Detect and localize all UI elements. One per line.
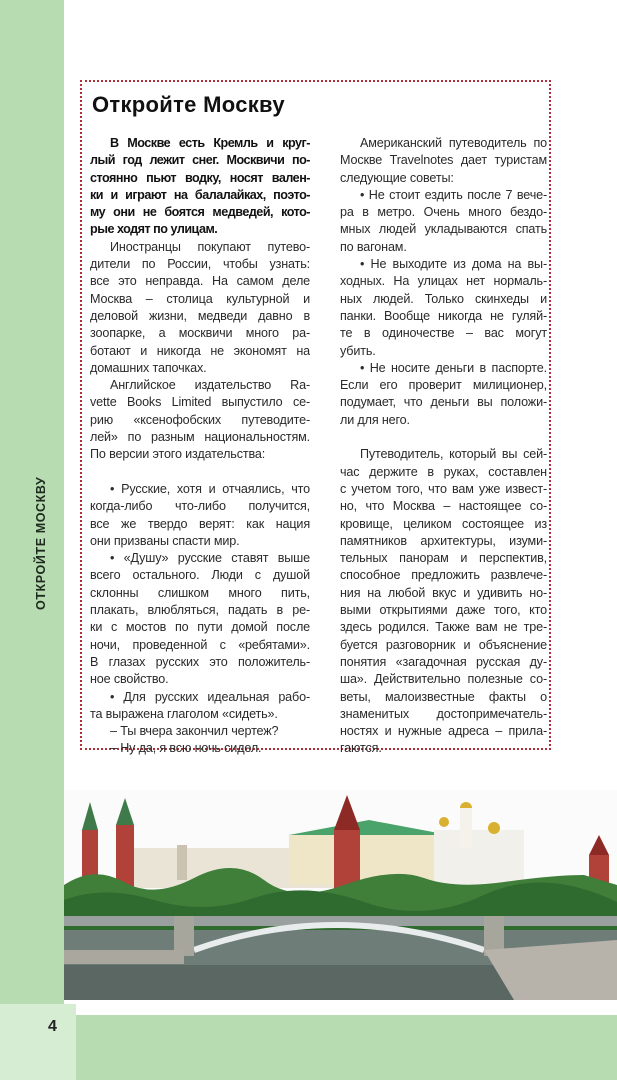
kremlin-panorama-photo xyxy=(64,790,617,1000)
text-line: В Москве есть Кремль и круг- xyxy=(110,136,310,150)
text-line: ходных. На улицах нет нормаль- xyxy=(340,274,547,289)
text-line: Иностранцы покупают путево- xyxy=(110,239,310,254)
article-title: Откройте Москву xyxy=(92,92,285,117)
text-line: зоопарке, а москвичи много ра- xyxy=(90,326,310,341)
text-line: ное свойство. xyxy=(90,672,169,687)
paragraph xyxy=(340,135,547,187)
text-line: панки. Вообще никогда не гуляй- xyxy=(340,308,547,323)
paragraph xyxy=(340,256,547,360)
text-line: тельных панорам и перспектив, xyxy=(340,551,547,566)
text-line: склонны слишком много пить, xyxy=(90,585,310,600)
left-column xyxy=(90,135,310,758)
text-line: ли для него. xyxy=(340,412,410,427)
paragraph-gap xyxy=(340,429,547,446)
paragraph xyxy=(340,360,547,429)
text-line: ки и играют на балалайках, поэто- xyxy=(90,187,310,202)
text-line: • Не стоит ездить после 7 вече- xyxy=(360,187,547,202)
text-line: ра в метро. Очень много бездо- xyxy=(340,205,547,220)
text-line: гаются. xyxy=(340,741,382,756)
text-line: все это неправда. На самом деле xyxy=(90,274,310,289)
page-number-box xyxy=(0,1004,76,1080)
text-line: деловой жизни, медведи давно в xyxy=(90,308,310,323)
text-line: те в одиночестве – вас могут xyxy=(340,326,547,341)
text-line: • Не носите деньги в паспорте. xyxy=(360,360,547,375)
text-line: ки с мостов по пути домой после xyxy=(90,620,310,635)
text-line: лый год лежит снег. Москвичи по- xyxy=(90,153,310,168)
text-line: стоянно пьют водку, носят вален- xyxy=(90,170,310,185)
article-frame xyxy=(80,80,551,756)
text-line: ша». Действительно полезные со- xyxy=(340,672,547,687)
page-number: 4 xyxy=(48,1018,57,1035)
text-line: му они не боятся медведей, кото- xyxy=(90,205,310,220)
text-line: ночи, проведенной с «ребятами». xyxy=(90,637,310,652)
text-line: лей» по разным национальностям. xyxy=(90,430,310,445)
paragraph-gap xyxy=(90,464,310,481)
text-line: выми открытиями даже того, кто xyxy=(340,603,547,618)
text-line: мных людей укладываются спать xyxy=(340,222,547,237)
paragraph xyxy=(90,481,310,550)
text-line: рые ходят по улицам. xyxy=(90,222,218,237)
text-line: Английское издательство Ra- xyxy=(110,378,310,393)
text-line: они призваны спасти мир. xyxy=(90,533,240,548)
text-line: домашних тапочках. xyxy=(90,360,207,375)
text-line: час держите в руках, составлен xyxy=(340,464,547,479)
paragraph xyxy=(90,689,310,724)
text-line: ния на любой вкус и удивить но- xyxy=(340,585,547,600)
text-line: веты, малоизвестные факты о xyxy=(340,689,547,704)
text-line: убить. xyxy=(340,343,376,358)
text-line: – Ты вчера закончил чертеж? xyxy=(110,724,279,739)
text-line: Если его проверит милиционер, xyxy=(340,378,547,393)
right-column xyxy=(340,135,547,758)
text-line: понятия «загадочная русская ду- xyxy=(340,654,547,669)
paragraph xyxy=(90,723,310,740)
text-line: • Для русских идеальная рабо- xyxy=(110,689,310,704)
text-line: • «Душу» русские ставят выше xyxy=(110,551,310,566)
text-line: ностях и нужные адреса – прила- xyxy=(340,724,547,739)
text-line: памятников архитектуры, изуми- xyxy=(340,533,547,548)
paragraph xyxy=(90,377,310,463)
text-line: • Русские, хотя и отчаялись, что xyxy=(110,481,310,496)
text-line: по вагонам. xyxy=(340,239,407,254)
text-line: способное предложить развлече- xyxy=(340,568,547,583)
text-line: с учетом того, что вам уже извест- xyxy=(340,481,547,496)
text-line: буется разговорник и объяснение xyxy=(340,637,547,652)
paragraph xyxy=(90,239,310,377)
text-line: но, что Москва – настоящее со- xyxy=(340,499,547,514)
text-line: плакать, влюбляться, падать в ре- xyxy=(90,603,310,618)
text-line: здесь родился. Также вам не тре- xyxy=(340,620,547,635)
text-line: дители по России, чтобы узнать: xyxy=(90,257,310,272)
text-line: В глазах русских это положитель- xyxy=(90,654,310,669)
text-line: ных людей. Только скинхеды и xyxy=(340,291,547,306)
paragraph xyxy=(90,550,310,688)
text-line: Путеводитель, который вы сей- xyxy=(360,447,547,462)
text-line: ботают и никогда не экономят на xyxy=(90,343,310,358)
text-line: следующие советы: xyxy=(340,170,454,185)
text-line: кровище, целиком состоящее из xyxy=(340,516,547,531)
text-line: знаменитых достопримечатель- xyxy=(340,706,547,721)
bottom-band xyxy=(76,1015,617,1080)
text-line: Москва – столица культурной и xyxy=(90,291,310,306)
text-line: Американский путеводитель по xyxy=(360,136,547,150)
text-line: та выражена глаголом «сидеть». xyxy=(90,706,278,721)
text-line: Москве Travelnotes дает туристам xyxy=(340,153,547,168)
text-line: vette Books Limited выпустило се- xyxy=(90,395,310,410)
text-line: когда-либо что-либо получится, xyxy=(90,499,310,514)
paragraph xyxy=(340,446,547,757)
lead-paragraph xyxy=(90,135,310,239)
text-line: всего остального. Люди с душой xyxy=(90,568,310,583)
paragraph xyxy=(90,740,310,757)
section-title: ОТКРОЙТЕ МОСКВУ xyxy=(34,476,48,610)
text-line: – Ну да, я всю ночь сидел. xyxy=(110,741,262,756)
text-line: все же твердо верят: как нация xyxy=(90,516,310,531)
sidebar-strip xyxy=(0,0,64,1004)
text-line: • Не выходите из дома на вы- xyxy=(360,257,547,272)
paragraph xyxy=(340,187,547,256)
text-line: рию «ксенофобских путеводите- xyxy=(90,412,310,427)
text-line: По версии этого издательства: xyxy=(90,447,266,462)
text-line: подумает, что деньги вы положи- xyxy=(340,395,547,410)
